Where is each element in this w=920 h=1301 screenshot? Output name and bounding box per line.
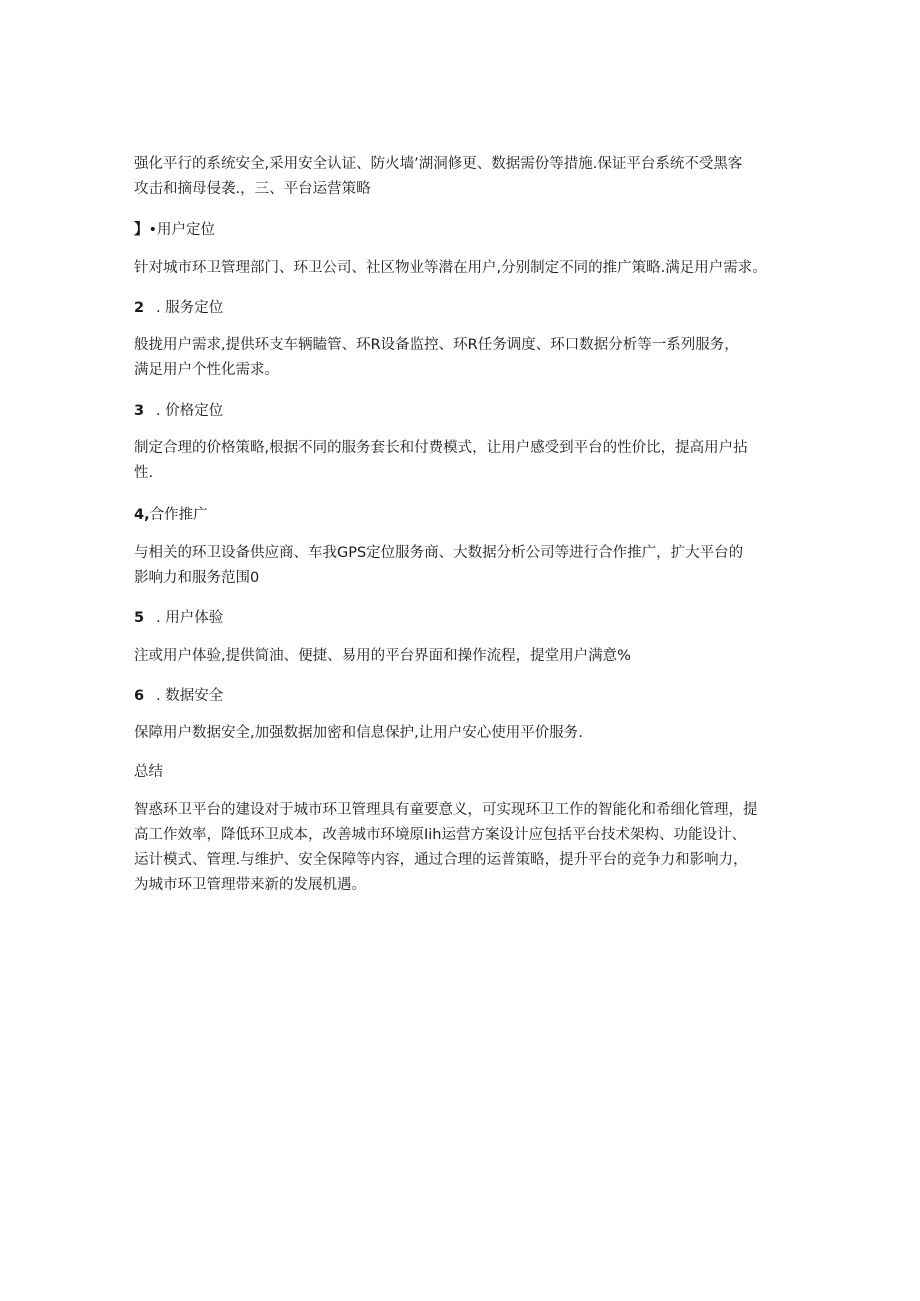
section-body-service-positioning: [134, 333, 794, 383]
section-number: 】: [134, 222, 149, 238]
section-heading-user-experience: [134, 606, 794, 631]
section-heading-data-security: [134, 684, 794, 709]
text-line: 性.: [134, 465, 154, 481]
text-line: 为城市环卫管理带来新的发展机遇。: [134, 877, 366, 893]
section-heading-service-positioning: [134, 296, 794, 321]
section-title: 合作推广: [149, 507, 208, 523]
section-number: 3: [134, 403, 145, 419]
section-heading-cooperation: [134, 503, 794, 528]
text-line: 影响力和服务范围0: [134, 570, 260, 586]
text-line: 注或用户体验,提供简油、便捷、易用的平台界面和操作流程，提堂用户满意%: [134, 648, 631, 664]
text-line: 针对城市环卫管理部门、环卫公司、社区物业等潜在用户,分别制定不同的推广策略.满足用户需求。: [134, 260, 767, 276]
section-body-cooperation: [134, 541, 794, 591]
text-line: 攻击和摘母侵袭.，三、平台运营策略: [134, 181, 371, 197]
section-body-user-experience: [134, 644, 794, 669]
section-heading-user-positioning: [134, 218, 794, 243]
section-title: . 用户体验: [156, 610, 224, 626]
text-line: 制定合理的价格策略,根据不同的服务套长和付费模式，让用户感受到平台的性价比，提高用户拈: [134, 440, 748, 456]
section-body-user-positioning: [134, 256, 794, 281]
section-number: 6: [134, 688, 145, 704]
text-line: 保障用户数据安全,加强数据加密和信息保护,让用户安心使用平价服务.: [134, 725, 583, 741]
intro-paragraph: [134, 152, 794, 202]
section-title: . 价格定位: [156, 403, 224, 419]
summary-title: 总结: [134, 764, 163, 780]
section-title: . 数据安全: [156, 688, 224, 704]
summary-paragraph: [134, 798, 794, 898]
text-line: 智惑环卫平台的建设对于城市环卫管理具有童要意义，可实现环卫工作的智能化和希细化管理，提: [134, 802, 758, 818]
section-title: •用户定位: [148, 222, 216, 238]
section-number: 2: [134, 300, 145, 316]
text-line: 与相关的环卫设备供应商、车我GPS定位服务商、大数据分析公司等进行合作推广，扩大平台的: [134, 545, 744, 561]
section-number: 5: [134, 610, 145, 626]
text-line: 运计模式、管理.与维护、安全保障等内容，通过合理的运普策略，提升平台的竞争力和影响力，: [134, 852, 748, 868]
text-line: 满足用户个性化需求。: [134, 362, 279, 378]
text-line: 强化平行的系统安全,采用安全认证、防火墙’湖洞修更、数据需份等措施.保证平台系统不受黑客: [134, 156, 743, 172]
summary-heading: [134, 760, 794, 785]
section-body-data-security: [134, 721, 794, 746]
section-number: 4,: [134, 507, 150, 523]
text-line: 高工作效率，降低环卫成本，改善城市环境原Iih运营方案设计应包括平台技术架构、功能设计、: [134, 827, 746, 843]
section-body-price-positioning: [134, 436, 794, 486]
text-line: 般拢用户需求,提供环支车辆瞌管、环R设备监控、环R任务调度、环口数据分析等一系列服务，: [134, 337, 739, 353]
section-heading-price-positioning: [134, 399, 794, 424]
section-title: . 服务定位: [156, 300, 224, 316]
